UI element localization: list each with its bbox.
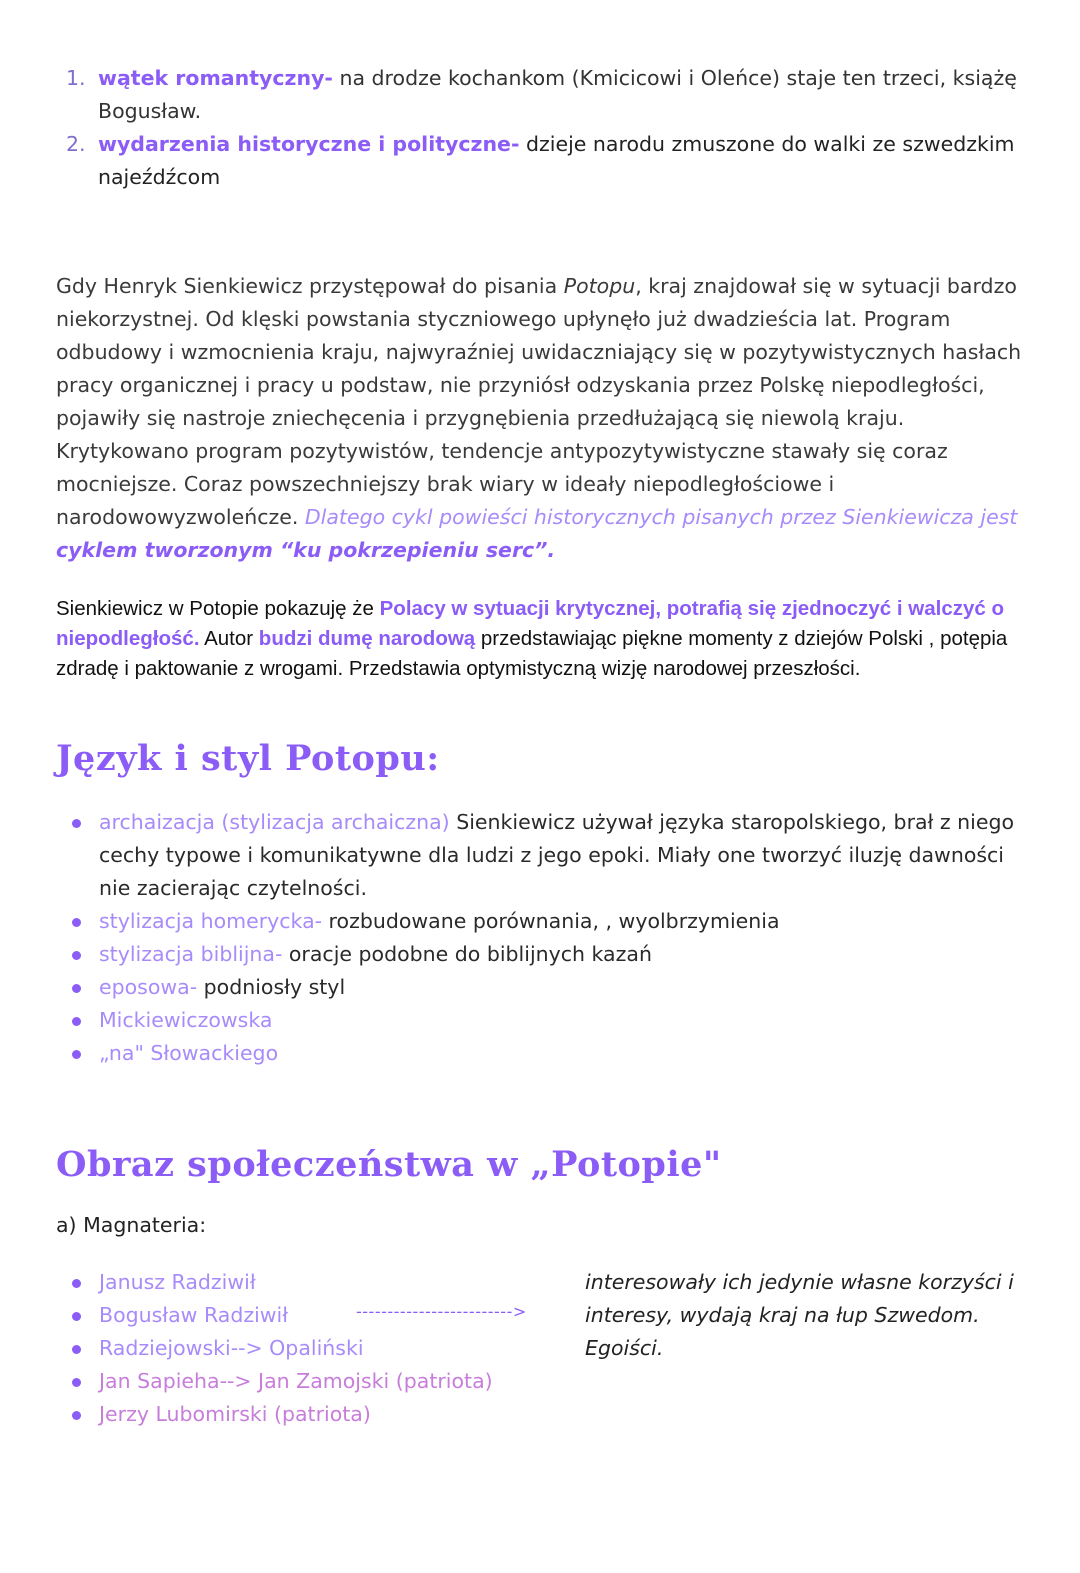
- numbered-list: [66, 62, 1026, 194]
- bullet-icon: [72, 951, 81, 960]
- list-item: [66, 128, 1026, 194]
- magnates-list: [72, 1266, 572, 1431]
- bullet-icon: [72, 984, 81, 993]
- list-item: Bogusław Radziwił: [72, 1299, 572, 1332]
- section-heading-style: Język i styl Potopu:: [56, 738, 440, 779]
- style-term: stylizacja biblijna-: [99, 942, 283, 966]
- magnates-note: interesowały ich jedynie własne korzyści i interesy, wydają kraj na łup Szwedom. Egoiści.: [585, 1270, 1014, 1360]
- highlight: Polacy w sytuacji krytycznej, potrafią się zjednoczyć i walczyć o niepodległość.: [56, 597, 1004, 650]
- list-text: na drodze kochankom (Kmicicowi i Oleńce) staje ten trzeci, książę Bogusław.: [98, 66, 1017, 123]
- bullet-icon: [72, 1312, 81, 1321]
- subheading-magnates: a) Magnateria:: [56, 1213, 207, 1237]
- bullet-icon: [72, 1411, 81, 1420]
- highlight: Dlatego cykl powieści historycznych pisanych przez Sienkiewicza jest: [304, 505, 1018, 529]
- list-item: stylizacja biblijna- oracje podobne do biblijnych kazań: [72, 938, 1022, 971]
- bullet-icon: [72, 1378, 81, 1387]
- context-paragraph: Gdy Henryk Sienkiewicz przystępował do pisania Potopu, kraj znajdował się w sytuacji bardzo niekorzystnej. Od klęski powstania styczniowego upłynęło już dwadzieścia lat. Program odbudowy i wzmocnienia kraju, najwyraźniej uwidaczniający się w pozytywistycznych hasłach pracy organicznej i pracy u podstaw, nie przyniósł odzyskania przez Polskę niepodległości, pojawiły się nastroje zniechęcenia i przygnębienia przedłużającą się niewolą kraju. Krytykowano program pozytywistów, tendencje antypozytywistyczne stawały się coraz mocniejsze. Coraz powszechniejszy brak wiary w ideały niepodległościowe i narodowowyzwoleńcze. Dlatego cykl powieści historycznych pisanych przez Sienkiewicza jest cyklem tworzonym “ku pokrzepieniu serc”.: [56, 274, 1022, 562]
- highlight: budzi dumę narodową: [258, 627, 476, 650]
- list-number: 2.: [66, 132, 86, 156]
- style-term: Mickiewiczowska: [99, 1008, 273, 1032]
- bullet-icon: [72, 918, 81, 927]
- list-item: [72, 1004, 1022, 1037]
- list-item: Radziejowski--> Opaliński: [72, 1332, 572, 1365]
- summary-paragraph: Sienkiewicz w Potopie pokazuję że Polacy w sytuacji krytycznej, potrafią się zjednoczyć i walczyć o niepodległość. Autor budzi dumę narodową przedstawiając piękne momenty z dziejów Polski , potępia zdradę i paktowanie z wrogami. Przedstawia optymistyczną wizję narodowej przeszłości.: [56, 597, 1008, 680]
- list-item: Jan Sapieha--> Jan Zamojski (patriota): [72, 1365, 572, 1398]
- style-term: eposowa-: [99, 975, 198, 999]
- style-term: „na" Słowackiego: [99, 1041, 279, 1065]
- style-term: archaizacja (stylizacja archaiczna): [99, 810, 450, 834]
- list-text: dzieje narodu zmuszone do walki ze szwedzkim najeźdźcom: [98, 132, 1015, 189]
- highlight-bold: cyklem tworzonym “ku pokrzepieniu serc”.: [56, 538, 556, 562]
- bullet-icon: [72, 1279, 81, 1288]
- list-number: 1.: [66, 66, 86, 90]
- bullet-icon: [72, 819, 81, 828]
- section-heading-society: Obraz społeczeństwa w „Potopie": [56, 1144, 722, 1185]
- style-list: [72, 806, 1022, 1070]
- list-item: [66, 62, 1026, 128]
- bullet-icon: [72, 1050, 81, 1059]
- bullet-icon: [72, 1345, 81, 1354]
- book-title: Potopu: [563, 274, 636, 298]
- list-term: wątek romantyczny-: [98, 66, 333, 90]
- list-item: Jerzy Lubomirski (patriota): [72, 1398, 572, 1431]
- style-term: stylizacja homerycka-: [99, 909, 323, 933]
- list-term: wydarzenia historyczne i polityczne-: [98, 132, 520, 156]
- list-item: [72, 1037, 1022, 1070]
- list-item: eposowa- podniosły styl: [72, 971, 1022, 1004]
- list-item: stylizacja homerycka- rozbudowane porównania, , wyolbrzymienia: [72, 905, 1022, 938]
- arrow-connector: ------------------------->: [356, 1302, 527, 1321]
- bullet-icon: [72, 1017, 81, 1026]
- list-item: Janusz Radziwił: [72, 1266, 572, 1299]
- list-item: archaizacja (stylizacja archaiczna) Sienkiewicz używał języka staropolskiego, brał z niego cechy typowe i komunikatywne dla ludzi z jego epoki. Miały one tworzyć iluzję dawności nie zacierając czytelności.: [72, 806, 1022, 905]
